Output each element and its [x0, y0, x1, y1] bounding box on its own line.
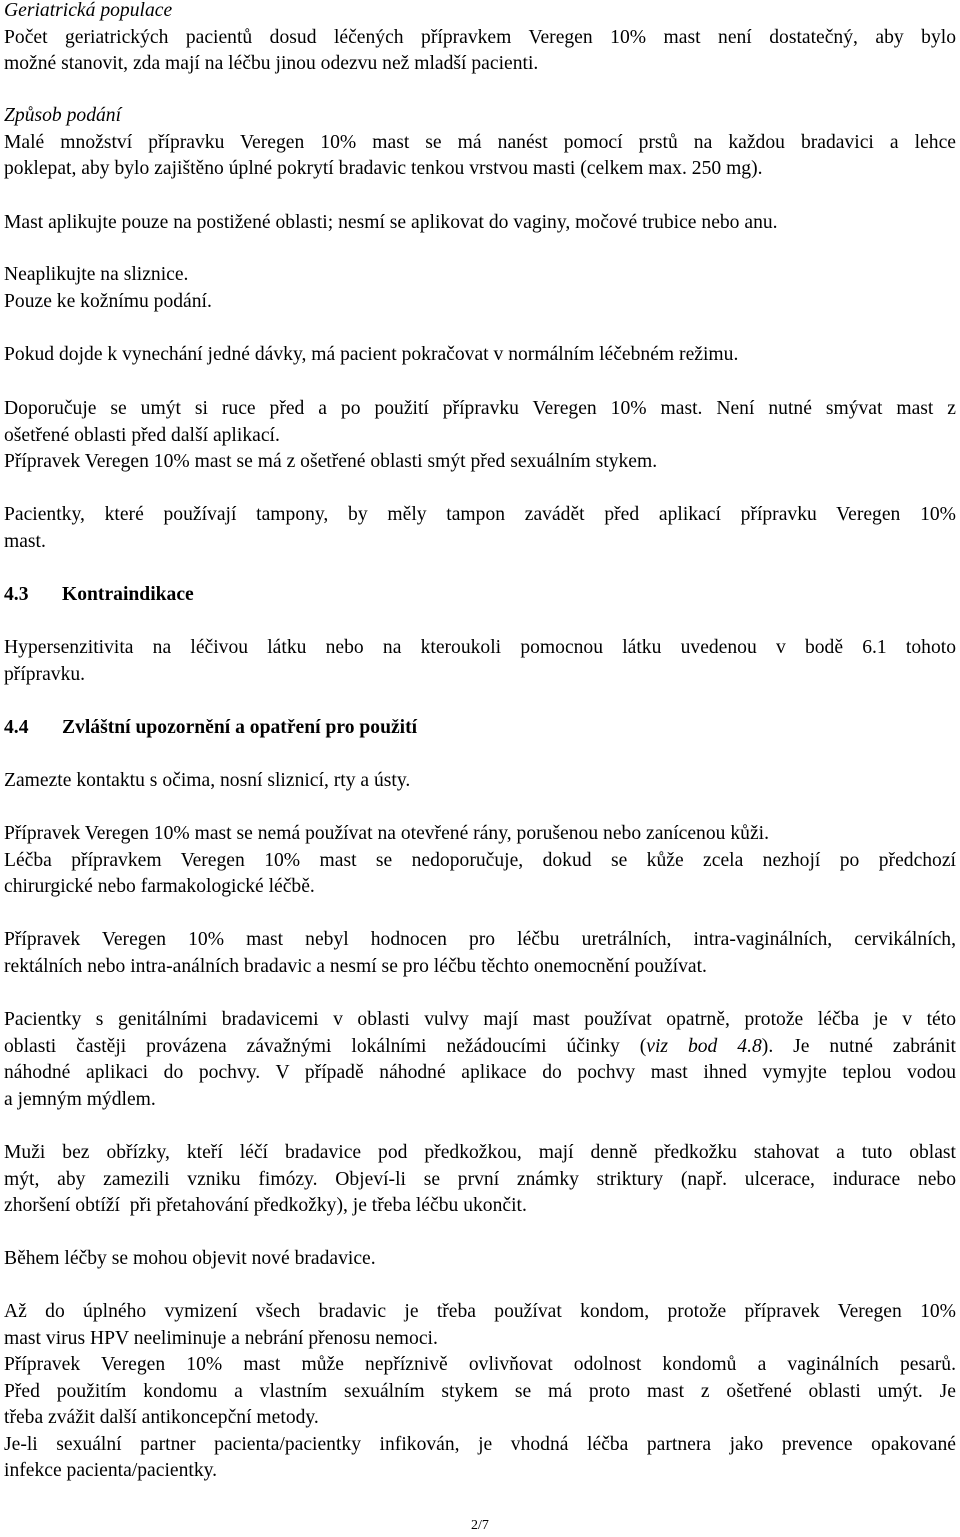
paragraph-line: Před použitím kondomu a vlastním sexuálním stykem se má proto mast z ošetřené oblasti umýt. Je [4, 1380, 956, 1402]
paragraph-line: infekce pacienta/pacientky. [4, 1460, 218, 1481]
administration-paragraph-line: Pouze ke kožnímu podání. [4, 290, 212, 312]
paragraph-text: ). Je nutné zabránit [761, 1035, 956, 1057]
paragraph-line: zhoršení obtíží při přetahování předkožky), je třeba léčbu ukončit. [4, 1195, 527, 1216]
section-number: 4.4 [4, 717, 29, 738]
section-4-3 [4, 582, 956, 609]
paragraph-line: třeba zvážit další antikoncepční metody. [4, 1407, 319, 1428]
section-title: Kontraindikace [62, 584, 194, 605]
administration-paragraph-line: poklepat, aby bylo zajištěno úplné pokrytí bradavic tenkou vrstvou masti (celkem max. 250 mg). [4, 158, 763, 179]
warnings-paragraph [4, 927, 956, 980]
section-title: Zvláštní upozornění a opatření pro použití [62, 717, 418, 738]
paragraph-line: Hypersenzitivita na léčivou látku nebo na kteroukoli pomocnou látku uvedenou v bodě 6.1 tohoto [4, 637, 956, 658]
paragraph-line [4, 1034, 956, 1061]
administration-paragraph [4, 502, 956, 555]
paragraph-line: Muži bez obřízky, kteří léčí bradavice pod předkožkou, mají denně předkožku stahovat a tuto oblast [4, 1142, 956, 1163]
section-4-4 [4, 715, 956, 742]
administration-paragraph-line: ošetřené oblasti před další aplikací. [4, 424, 280, 446]
paragraph-line: a jemným mýdlem. [4, 1088, 156, 1110]
administration-paragraph [4, 396, 956, 476]
administration-heading: Způsob podání [4, 105, 122, 126]
administration-paragraph-line: Pacientky, které používají tampony, by měly tampon zavádět před aplikací přípravku Veregen 10% [4, 504, 956, 525]
warnings-paragraph [4, 1007, 956, 1113]
paragraph-text: oblasti častěji provázena závažnými lokálními nežádoucími účinky ( [4, 1035, 647, 1057]
paragraph-line: Pacientky s genitálními bradavicemi v oblasti vulvy mají mast používat opatrně, protože léčba je v této [4, 1009, 956, 1030]
warnings-paragraph [4, 1246, 956, 1273]
administration-section [4, 103, 956, 183]
section-heading [4, 715, 956, 742]
geriatric-heading: Geriatrická populace [4, 0, 173, 21]
administration-paragraph [4, 342, 956, 369]
administration-paragraph [4, 210, 956, 237]
warnings-paragraph [4, 1299, 956, 1485]
paragraph-line: Zamezte kontaktu s očima, nosní sliznicí, rty a ústy. [4, 770, 411, 791]
paragraph-line: mast virus HPV neeliminuje a nebrání přenosu nemoci. [4, 1327, 438, 1349]
paragraph-line: Přípravek Veregen 10% mast může nepříznivě ovlivňovat odolnost kondomů a vaginálních pesarů. [4, 1354, 956, 1375]
warnings-paragraph [4, 768, 956, 795]
administration-paragraph-line: Mast aplikujte pouze na postižené oblasti; nesmí se aplikovat do vaginy, močové trubice nebo anu. [4, 212, 778, 233]
geriatric-section [4, 0, 956, 78]
paragraph-line: mýt, aby zamezili vzniku fimózy. Objeví-li se první známky striktury (např. ulcerace, indurace nebo [4, 1168, 956, 1190]
paragraph-line: Je-li sexuální partner pacienta/pacientky infikován, je vhodná léčba partnera jako prevence opakované [4, 1433, 956, 1455]
paragraph-line: Během léčby se mohou objevit nové bradavice. [4, 1248, 376, 1269]
warnings-paragraph [4, 1140, 956, 1220]
paragraph-line: Až do úplného vymizení všech bradavic je třeba používat kondom, protože přípravek Veregen 10% [4, 1301, 956, 1322]
administration-paragraph-line: Malé množství přípravku Veregen 10% mast se má nanést pomocí prstů na každou bradavici a lehce [4, 131, 956, 153]
geriatric-text-line: Počet geriatrických pacientů dosud léčených přípravkem Veregen 10% mast není dostatečný, aby bylo [4, 26, 956, 48]
section-heading [4, 582, 956, 609]
section-number: 4.3 [4, 584, 29, 605]
paragraph-line: přípravku. [4, 663, 86, 685]
contraindications-paragraph [4, 635, 956, 688]
paragraph-line: chirurgické nebo farmakologické léčbě. [4, 876, 315, 897]
paragraph-line: Přípravek Veregen 10% mast nebyl hodnocen pro léčbu uretrálních, intra-vaginálních, cervikálních, [4, 929, 956, 950]
administration-paragraph-line: Neaplikujte na sliznice. [4, 264, 189, 285]
administration-paragraph-line: Pokud dojde k vynechání jedné dávky, má pacient pokračovat v normálním léčebném režimu. [4, 344, 739, 365]
administration-paragraph-line: Doporučuje se umýt si ruce před a po použití přípravku Veregen 10% mast. Není nutné smývat mast z [4, 398, 956, 419]
paragraph-line: Přípravek Veregen 10% mast se nemá používat na otevřené rány, porušenou nebo zanícenou kůži. [4, 823, 769, 844]
administration-paragraph [4, 262, 956, 315]
cross-reference: viz bod 4.8 [646, 1035, 762, 1057]
warnings-paragraph [4, 821, 956, 901]
administration-paragraph-line: mast. [4, 530, 46, 552]
paragraph-line: Léčba přípravkem Veregen 10% mast se nedoporučuje, dokud se kůže zcela nezhojí po předchozí [4, 849, 956, 871]
paragraph-line: rektálních nebo intra-análních bradavic a nesmí se pro léčbu těchto onemocnění používat. [4, 955, 707, 977]
geriatric-text-line: možné stanovit, zda mají na léčbu jinou odezvu než mladší pacienti. [4, 53, 539, 74]
administration-paragraph-line: Přípravek Veregen 10% mast se má z ošetřené oblasti smýt před sexuálním stykem. [4, 451, 658, 472]
page-number: 2/7 [471, 1518, 489, 1533]
paragraph-line: náhodné aplikaci do pochvy. V případě náhodné aplikace do pochvy mast ihned vymyjte teplou vodou [4, 1062, 956, 1083]
